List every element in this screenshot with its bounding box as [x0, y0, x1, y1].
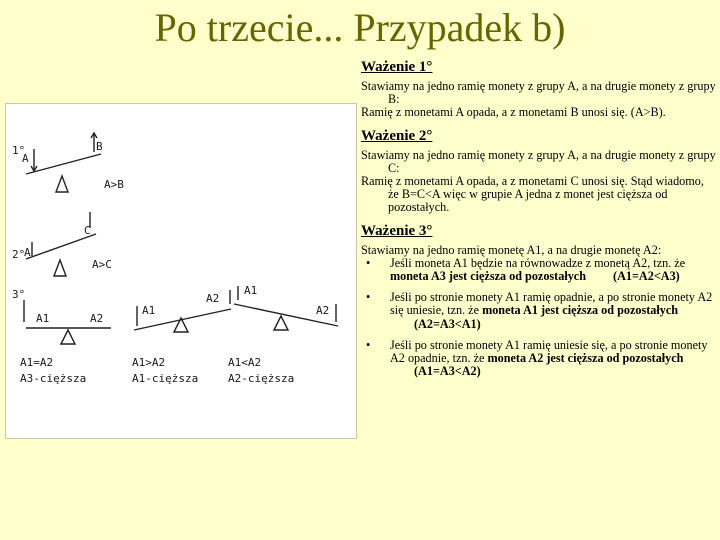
bullet-dot: • [366, 290, 371, 305]
mark-a-2: A [24, 246, 31, 259]
fulcrum-3c [274, 316, 288, 330]
case-a2-heavier-line-2: A2-cięższa [228, 372, 295, 385]
case-3-formula: (A1=A3<A2) [414, 364, 481, 379]
case-1-conclusion: moneta A3 jest cięższa od pozostałych [390, 269, 586, 284]
case-3-text: Jeśli po stronie monety A1 ramię uniesie się, a po stronie monety A2 opadnie, tzn. że [390, 337, 708, 366]
case-1-formula: (A1=A2<A3) [613, 269, 680, 284]
fulcrum-3a [61, 330, 75, 344]
case-a1-heavier-line-1: A1>A2 [132, 356, 166, 369]
bullet-dot: • [366, 337, 371, 352]
case-1-text: Jeśli moneta A1 będzie na równowadze z monetą A2, tzn. że [390, 255, 686, 270]
fulcrum-2 [54, 260, 66, 276]
case-bullet-1 [361, 257, 717, 283]
slide-title: Po trzecie... Przypadek b) [154, 5, 566, 50]
mark-a1-3c: A1 [244, 284, 258, 297]
case-a2-heavier-line-1: A1<A2 [228, 356, 262, 369]
mark-b: B [96, 140, 103, 153]
mark-a2-3a: A2 [90, 312, 104, 325]
scale-weighing-1 [26, 133, 101, 192]
balance-diagram [5, 103, 357, 439]
weighing-3-cases [361, 257, 717, 379]
heading-weighing-2: Ważenie 2° [361, 127, 433, 144]
scale-weighing-2 [26, 212, 96, 276]
fulcrum-1 [56, 176, 68, 192]
mark-a-1: A [22, 152, 29, 165]
weighing-2-line-2: Ramię z monetami A opada, a z monetami C unosi się. Stąd wiadomo, że B=C<A więc w grupie A jedna z monet jest cięższa od pozostałych. [361, 174, 704, 215]
case-2-text: Jeśli po stronie monety A1 ramię opadnie, a po stronie monety A2 się uniesie, tzn. że [390, 290, 713, 318]
case-equal-line-2: A3-cięższa [20, 372, 87, 385]
case-a1-heavier-line-2: A1-cięższa [132, 372, 199, 385]
weighing-3-intro: Stawiamy na jedno ramię monetę A1, a na drugie monetę A2: [361, 242, 662, 257]
case-equal-line-1: A1=A2 [20, 356, 54, 369]
mark-a2-3c: A2 [316, 304, 330, 317]
mark-a2-3b: A2 [206, 292, 220, 305]
bullet-dot: • [366, 255, 371, 270]
mark-2: 2° [12, 248, 26, 261]
weighing-1-line-1: Stawiamy na jedno ramię monety z grupy A, a na drugie monety z grupy B: [361, 79, 716, 107]
case-2-formula: (A2=A3<A1) [414, 316, 481, 331]
mark-c: C [84, 224, 91, 237]
heading-weighing-3: Ważenie 3° [361, 222, 433, 239]
case-bullet-2 [361, 291, 717, 331]
case-3-conclusion: moneta A2 jest cięższa od pozostałych [487, 351, 684, 366]
label-a-greater-b: A>B [104, 178, 124, 191]
case-bullet-3 [361, 339, 717, 379]
heading-weighing-1: Ważenie 1° [361, 59, 433, 75]
mark-1: 1° [12, 144, 26, 157]
beam-1 [26, 154, 101, 174]
weighing-1-line-2: Ramię z monetami A opada, a z monetami B unosi się. (A>B). [361, 105, 666, 120]
mark-a1-3b: A1 [142, 304, 156, 317]
balance-sketches [6, 104, 358, 440]
case-2-conclusion: moneta A1 jest cięższa od pozostałych [482, 303, 679, 318]
beam-2 [26, 234, 96, 259]
label-a-greater-c: A>C [92, 258, 112, 271]
weighing-descriptions [361, 58, 717, 378]
mark-a1-3a: A1 [36, 312, 50, 325]
mark-3: 3° [12, 288, 26, 301]
weighing-2-line-1: Stawiamy na jedno ramię monety z grupy A, a na drugie monety z grupy C: [361, 147, 716, 175]
